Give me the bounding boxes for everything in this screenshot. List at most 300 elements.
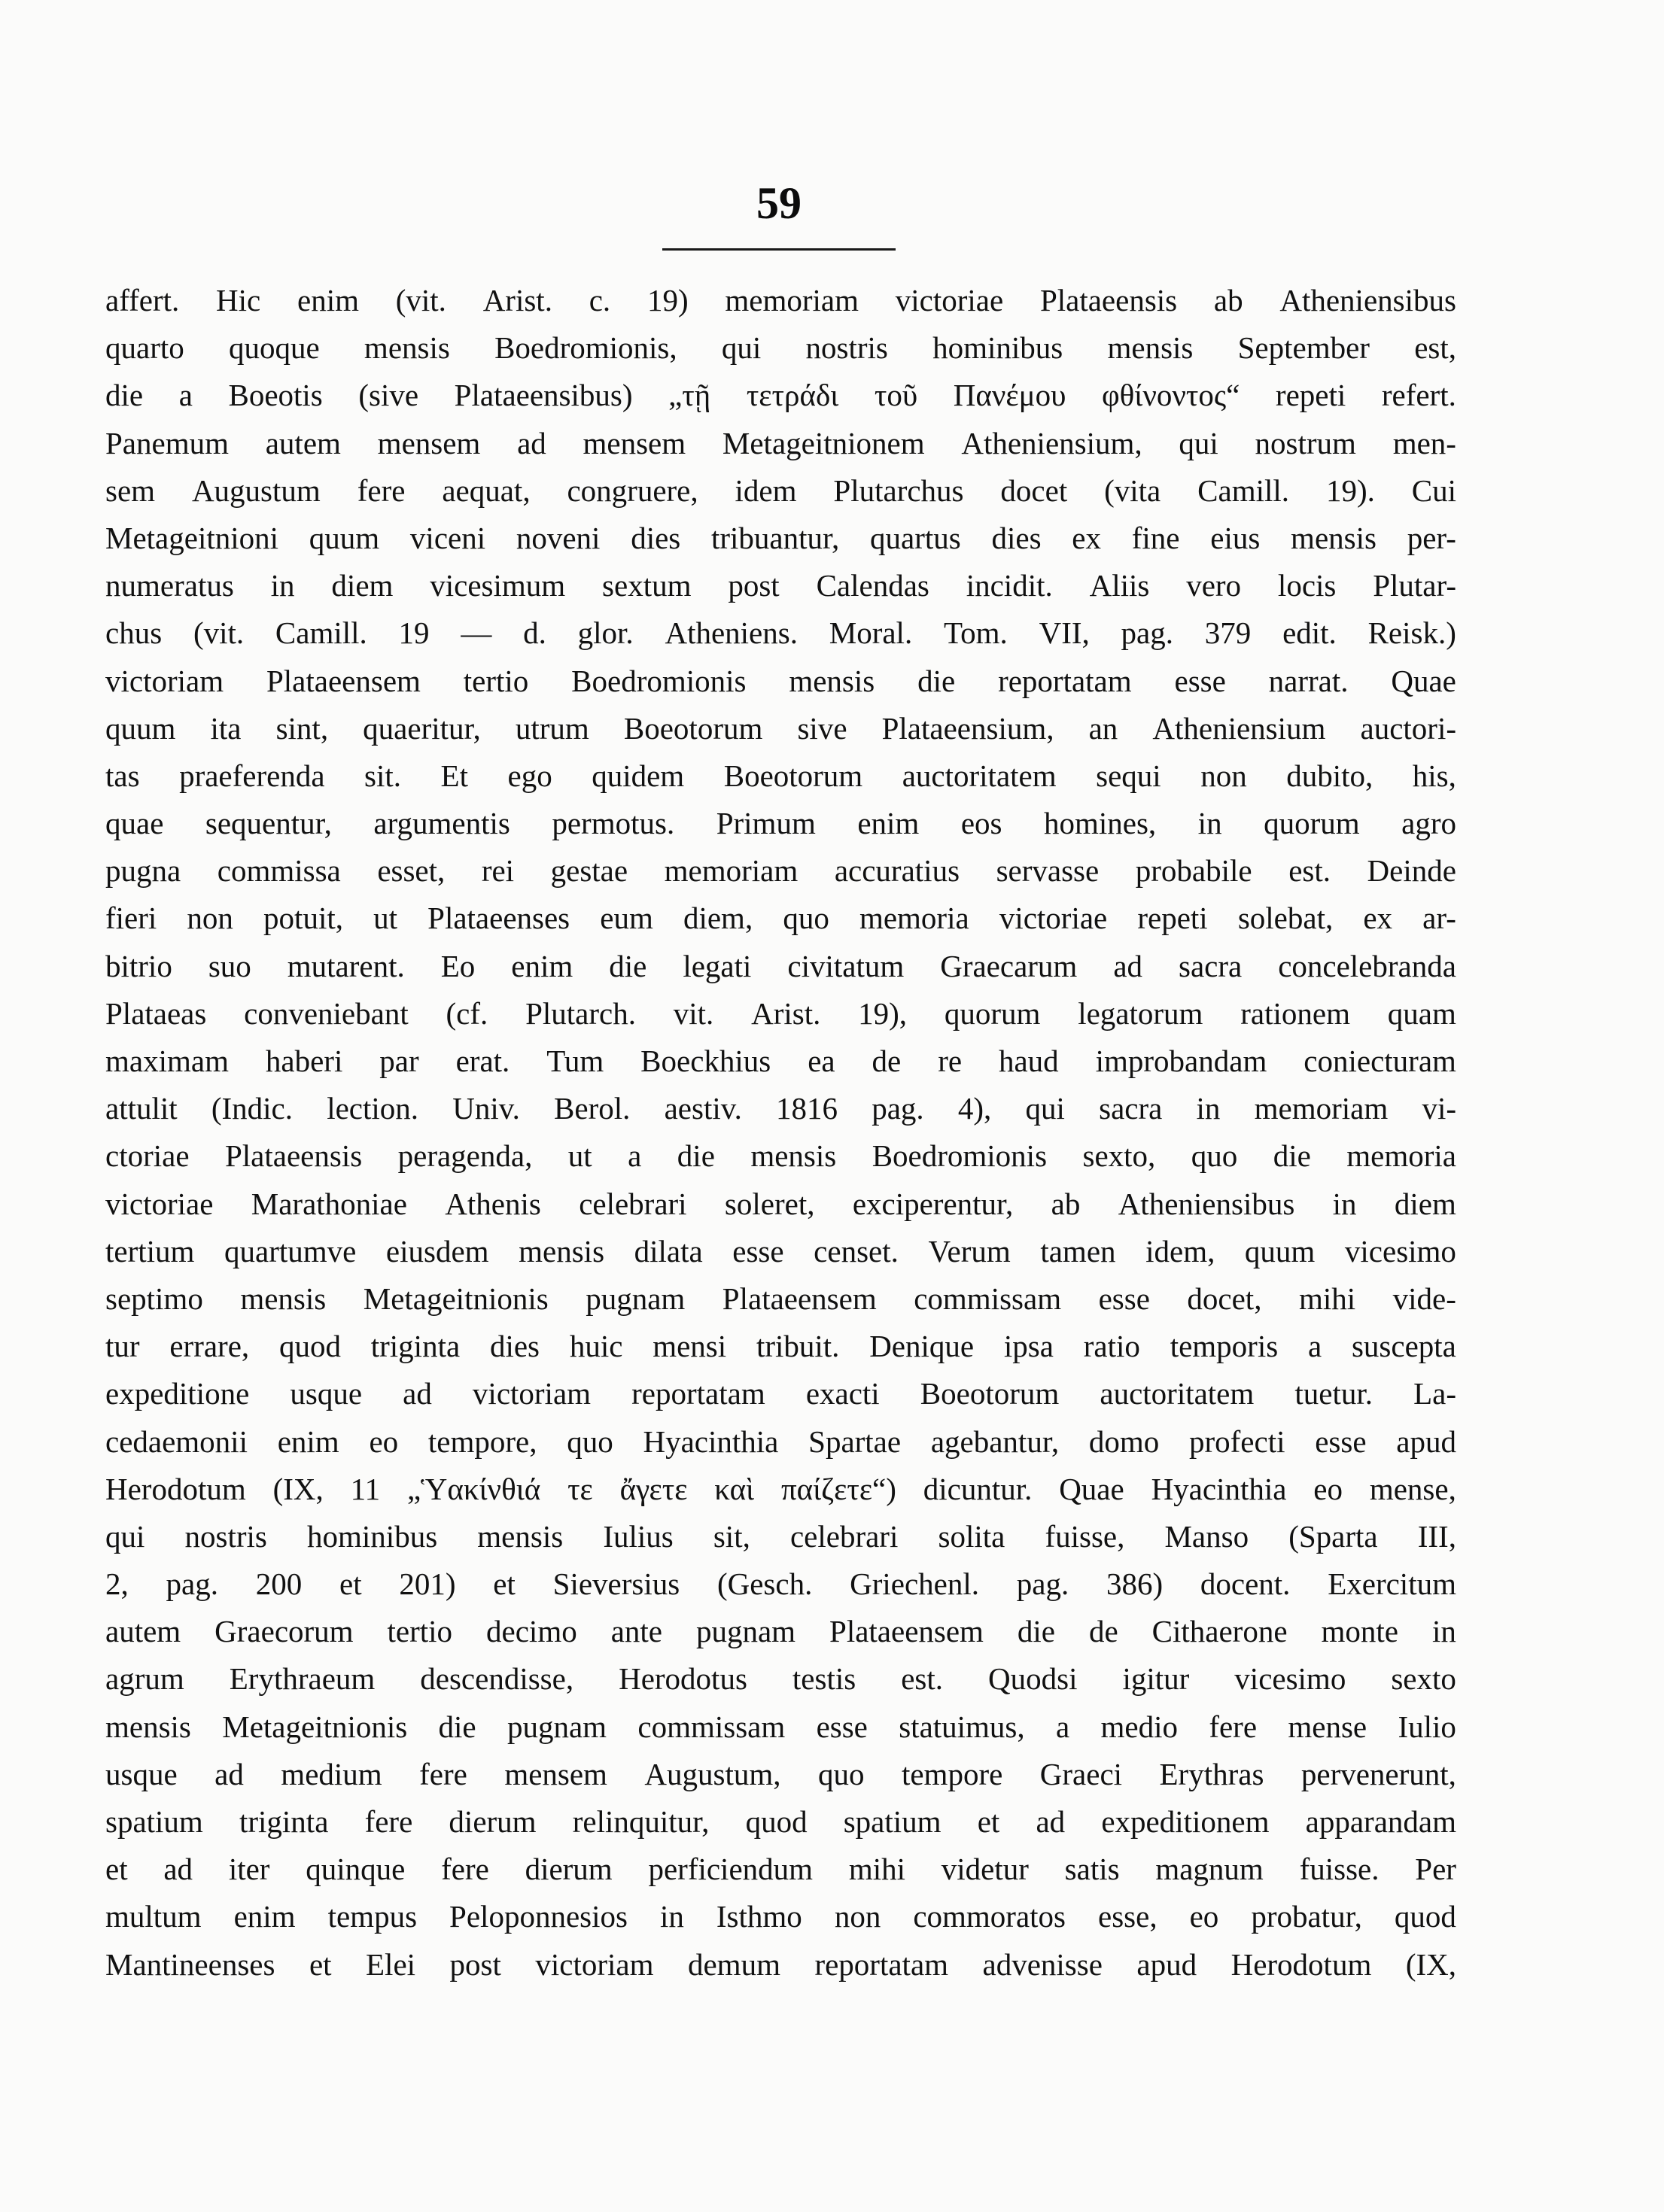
word: Graecorum <box>214 1614 354 1649</box>
word: dies <box>489 1329 540 1364</box>
word: dies <box>631 520 681 555</box>
word: Plataeensibus) <box>454 378 633 413</box>
word: sit, <box>713 1518 750 1554</box>
word: medio <box>1100 1709 1178 1744</box>
word: reportatam <box>631 1376 765 1411</box>
word: et <box>977 1804 1000 1839</box>
word: dicuntur. <box>923 1471 1033 1506</box>
word: solita <box>938 1518 1005 1554</box>
word: quod <box>745 1804 808 1839</box>
text-line <box>105 800 1456 847</box>
word: praeferenda <box>179 758 325 793</box>
text-line <box>105 562 1456 609</box>
word: memoria <box>1346 1138 1456 1174</box>
word: Tom. <box>943 615 1008 651</box>
word: rationem <box>1240 995 1350 1031</box>
word: Denique <box>869 1329 975 1364</box>
word: qui <box>1179 425 1218 460</box>
text-line <box>105 277 1456 324</box>
word: fere <box>441 1852 489 1887</box>
word: mensis <box>1291 520 1377 555</box>
word: exciperentur, <box>852 1186 1014 1221</box>
word: ex <box>1072 520 1101 555</box>
word: multum <box>105 1899 202 1934</box>
word: Boedromionis <box>571 663 747 698</box>
word: Plataeensem <box>722 1281 877 1316</box>
word: die <box>1017 1614 1055 1649</box>
word: repeti <box>1137 901 1208 936</box>
word: Per <box>1415 1852 1456 1887</box>
word: Eo <box>440 948 476 983</box>
word: Hyacinthia <box>643 1424 779 1459</box>
word: Panemum <box>105 425 229 460</box>
word: Plutarchus <box>833 472 964 508</box>
text-line <box>105 1703 1456 1751</box>
word: VII, <box>1039 615 1090 651</box>
word: dies <box>991 520 1042 555</box>
word: Graeci <box>1039 1756 1123 1791</box>
text-line <box>105 1370 1456 1417</box>
word: attulit <box>105 1091 178 1126</box>
word: enim <box>511 948 573 983</box>
word: Atheniens. <box>665 615 798 651</box>
word: qui <box>721 330 762 366</box>
word: triginta <box>239 1804 329 1839</box>
word: eo <box>369 1424 399 1459</box>
word: ratio <box>1083 1329 1140 1364</box>
word: enim <box>277 1424 339 1459</box>
word: quartumve <box>224 1233 357 1269</box>
word: esse <box>816 1709 868 1744</box>
text-line <box>105 895 1456 942</box>
word: in <box>1196 1091 1221 1126</box>
word: Cithaerone <box>1151 1614 1288 1649</box>
word: non <box>834 1899 881 1934</box>
word: apud <box>1396 1424 1456 1459</box>
word: accuratius <box>834 853 960 889</box>
word: (vit. <box>395 283 446 318</box>
word: huic <box>569 1329 623 1364</box>
word: memoriam <box>664 853 799 889</box>
word: par <box>379 1044 419 1078</box>
word: Plataeensem <box>266 663 421 698</box>
word: expeditionem <box>1101 1804 1270 1839</box>
word: quod <box>1394 1899 1456 1934</box>
word: esse, <box>1098 1899 1157 1934</box>
word: et <box>309 1946 332 1982</box>
word: Manso <box>1164 1518 1249 1554</box>
word: 201) <box>399 1566 456 1602</box>
word: mensis <box>240 1281 327 1316</box>
text-line <box>105 1798 1456 1846</box>
word: Elei <box>366 1946 416 1982</box>
word: Cui <box>1411 472 1456 508</box>
word: Calendas <box>816 568 929 603</box>
word: servasse <box>996 853 1100 889</box>
word: Isthmo <box>716 1899 802 1934</box>
word: quo <box>818 1756 865 1791</box>
word: mensis <box>1107 330 1194 366</box>
text-line <box>105 1608 1456 1655</box>
word: Griechenl. <box>850 1566 979 1602</box>
word: (Sparta <box>1288 1518 1378 1554</box>
word: est, <box>1414 330 1456 366</box>
word: esse <box>1098 1281 1150 1316</box>
word: τετράδι <box>746 378 839 413</box>
word: memoriam <box>1254 1091 1389 1126</box>
word: in <box>270 568 295 603</box>
word: commoratos <box>913 1899 1066 1934</box>
word: commissam <box>637 1709 786 1744</box>
word: quoque <box>228 330 320 366</box>
word: Camill. <box>275 615 367 651</box>
word: maximam <box>105 1044 229 1078</box>
word: idem <box>735 472 797 508</box>
word: edit. <box>1282 615 1337 651</box>
word: docet, <box>1187 1281 1262 1316</box>
word: aequat, <box>442 472 531 508</box>
word: Camill. <box>1197 472 1290 508</box>
word: ante <box>610 1614 662 1649</box>
word: die <box>677 1138 715 1174</box>
word: τοῦ <box>874 378 918 413</box>
word: probatur, <box>1251 1899 1362 1934</box>
word: spatium <box>843 1804 942 1839</box>
word: pugnam <box>507 1709 607 1744</box>
word: glor. <box>577 615 634 651</box>
word: sint, <box>275 710 329 746</box>
word: victoriae <box>895 283 1004 318</box>
word: advenisse <box>982 1946 1103 1982</box>
word: Metageitnionis <box>222 1709 408 1744</box>
word: coniecturam <box>1304 1044 1456 1078</box>
word: pugnam <box>695 1614 796 1649</box>
word: 4), <box>957 1091 992 1126</box>
word: agebantur, <box>930 1424 1060 1459</box>
word: a <box>628 1138 642 1174</box>
word: Quodsi <box>988 1661 1078 1697</box>
word: idem, <box>1145 1233 1215 1269</box>
word: Peloponnesios <box>449 1899 628 1934</box>
word: Atheniensium, <box>961 425 1142 460</box>
word: errare, <box>169 1329 250 1364</box>
word: die <box>609 948 647 983</box>
word: Berol. <box>554 1091 631 1126</box>
word: noveni <box>516 520 601 555</box>
word: reportatam <box>998 663 1132 698</box>
word: pag. <box>1016 1566 1069 1602</box>
text-line <box>105 1418 1456 1466</box>
word: peragenda, <box>397 1138 533 1174</box>
word: tas <box>105 758 140 793</box>
word: Plataeenses <box>427 901 570 936</box>
text-line <box>105 609 1456 657</box>
word: mensis <box>750 1138 837 1174</box>
word: 379 <box>1204 615 1252 651</box>
word: Iulius <box>603 1518 674 1554</box>
word: victoriae <box>999 901 1108 936</box>
word: suscepta <box>1351 1329 1456 1364</box>
word: vicesimo <box>1344 1233 1456 1269</box>
word: 1816 <box>776 1091 838 1126</box>
word: celebrari <box>789 1518 899 1554</box>
word: eius <box>1210 520 1261 555</box>
word: igitur <box>1122 1661 1190 1697</box>
word: victoriam <box>105 663 224 698</box>
word: Quae <box>1059 1471 1124 1506</box>
word: an <box>1088 710 1118 746</box>
word: mense <box>1288 1709 1367 1744</box>
word: qui <box>105 1518 145 1554</box>
text-line <box>105 1941 1456 1989</box>
word: concelebranda <box>1278 948 1456 983</box>
word: 11 <box>350 1471 381 1506</box>
word: quod <box>278 1329 341 1364</box>
word: erat. <box>455 1044 510 1078</box>
word: Reisk.) <box>1367 615 1456 651</box>
word: dierum <box>449 1804 537 1839</box>
word: et <box>339 1566 362 1602</box>
word: Marathoniae <box>251 1186 407 1221</box>
word: ea <box>808 1044 835 1078</box>
text-line <box>105 1466 1456 1513</box>
word: (cf. <box>446 995 488 1031</box>
word: est. <box>901 1661 943 1697</box>
word: non <box>187 901 233 936</box>
word: eo <box>1189 1899 1219 1934</box>
word: iter <box>228 1852 270 1887</box>
word: quum <box>1244 1233 1316 1269</box>
word: 19). <box>1325 472 1375 508</box>
word: fere <box>419 1756 467 1791</box>
word: post <box>449 1946 501 1982</box>
word: testis <box>792 1661 856 1697</box>
word: sive <box>797 710 847 746</box>
word: Graecarum <box>940 948 1078 983</box>
word: nostrum <box>1255 425 1356 460</box>
word: a <box>1307 1329 1322 1364</box>
word: medium <box>281 1756 382 1791</box>
word: quartus <box>870 520 961 555</box>
word: re <box>938 1044 963 1078</box>
word: September <box>1237 330 1370 366</box>
word: narrat. <box>1268 663 1349 698</box>
word: ad <box>163 1852 193 1887</box>
text-line <box>105 420 1456 467</box>
word: nostris <box>805 330 888 366</box>
word: mensem <box>377 425 481 460</box>
word: affert. <box>105 283 180 318</box>
word: legati <box>683 948 752 983</box>
word: 2, <box>105 1566 129 1602</box>
word: a <box>1055 1709 1070 1744</box>
word: Iulio <box>1398 1709 1456 1744</box>
word: hominibus <box>932 330 1063 366</box>
word: Boeotorum <box>920 1376 1060 1411</box>
word: hominibus <box>307 1518 438 1554</box>
word: numeratus <box>105 568 234 603</box>
word: monte <box>1321 1614 1398 1649</box>
word: mense, <box>1369 1471 1456 1506</box>
word: Atheniensibus <box>1118 1186 1295 1221</box>
word: diem <box>1394 1186 1456 1221</box>
word: improbandam <box>1095 1044 1267 1078</box>
word: vit. <box>673 995 714 1031</box>
word: fuisse, <box>1045 1518 1125 1554</box>
word: ἄγετε <box>619 1471 688 1506</box>
text-line <box>105 752 1456 800</box>
text-line <box>105 1560 1456 1608</box>
text-line <box>105 1513 1456 1560</box>
word: ad <box>517 425 546 460</box>
word: ab <box>1051 1186 1081 1221</box>
word: reportatam <box>814 1946 949 1982</box>
word: exacti <box>805 1376 880 1411</box>
word: Boeotis <box>228 378 323 413</box>
word: enim <box>297 283 359 318</box>
text-line <box>105 1180 1456 1228</box>
word: chus <box>105 615 163 651</box>
word: spatium <box>105 1804 203 1839</box>
text-line <box>105 943 1456 990</box>
word: pugna <box>105 853 181 889</box>
word: ad <box>1036 1804 1066 1839</box>
word: tempore <box>901 1756 1003 1791</box>
word: fine <box>1131 520 1180 555</box>
word: Boeotorum <box>623 710 763 746</box>
word: dilata <box>634 1233 703 1269</box>
word: docet <box>1000 472 1068 508</box>
word: d. <box>523 615 546 651</box>
word: Boeckhius <box>640 1044 771 1078</box>
word: Plataeensis <box>224 1138 363 1174</box>
word: enim <box>857 806 920 841</box>
word: autem <box>265 425 341 460</box>
word: Exercitum <box>1328 1566 1456 1602</box>
word: mensi <box>653 1329 727 1364</box>
word: auctoritatem <box>1100 1376 1255 1411</box>
word: La- <box>1413 1376 1456 1411</box>
word: Metageitnionis <box>363 1281 549 1316</box>
word: auctoritatem <box>902 758 1057 793</box>
word: tempus <box>327 1899 418 1934</box>
word: pag. <box>1121 615 1173 651</box>
word: autem <box>105 1614 181 1649</box>
word: celebrari <box>579 1186 687 1221</box>
word: Plataeensis <box>1039 283 1178 318</box>
word: tuetur. <box>1294 1376 1373 1411</box>
word: memoria <box>859 901 969 936</box>
word: satis <box>1064 1852 1120 1887</box>
word: (IX, <box>1405 1946 1456 1982</box>
word: argumentis <box>373 806 510 841</box>
word: victoriae <box>105 1186 214 1221</box>
text-line <box>105 1228 1456 1275</box>
word: ad <box>1113 948 1143 983</box>
text-line <box>105 990 1456 1038</box>
word: tertio <box>387 1614 453 1649</box>
word: mensem <box>583 425 686 460</box>
word: esse <box>1174 663 1226 698</box>
word: sequentur, <box>205 806 332 841</box>
header-rule <box>662 248 896 251</box>
word: die <box>438 1709 476 1744</box>
word: ex <box>1363 901 1393 936</box>
word: Augustum <box>191 472 321 508</box>
word: de <box>872 1044 902 1078</box>
word: quum <box>105 710 176 746</box>
word: utrum <box>515 710 589 746</box>
word: descendisse, <box>420 1661 574 1697</box>
word: in <box>1431 1614 1456 1649</box>
word: ctoriae <box>105 1138 190 1174</box>
word: legatorum <box>1078 995 1203 1031</box>
word: fieri <box>105 901 157 936</box>
word: demum <box>687 1946 780 1982</box>
word: fere <box>1209 1709 1258 1744</box>
word: auctori- <box>1360 710 1456 746</box>
word: permotus. <box>552 806 675 841</box>
word: esse <box>732 1233 784 1269</box>
word: tribuit. <box>756 1329 840 1364</box>
word: perficiendum <box>648 1852 814 1887</box>
word: potuit, <box>263 901 343 936</box>
word: sacra <box>1179 948 1243 983</box>
word: probabile <box>1135 853 1252 889</box>
page-number: 59 <box>756 178 802 228</box>
word: Metageitnionem <box>722 425 925 460</box>
word: Verum <box>928 1233 1011 1269</box>
word: fere <box>357 472 406 508</box>
word: Herodotum <box>1231 1946 1372 1982</box>
word: quam <box>1387 995 1456 1031</box>
word: Moral. <box>829 615 913 651</box>
word: memoriam <box>725 283 859 318</box>
word: docent. <box>1200 1566 1291 1602</box>
word: incidit. <box>966 568 1053 603</box>
word: magnum <box>1155 1852 1264 1887</box>
word: civitatum <box>787 948 905 983</box>
word: Tum <box>546 1044 604 1078</box>
word: dierum <box>525 1852 613 1887</box>
word: repeti <box>1275 378 1346 413</box>
text-line <box>105 1085 1456 1132</box>
word: vero <box>1186 568 1242 603</box>
word: non <box>1200 758 1247 793</box>
word: Plataeas <box>105 995 207 1031</box>
text-line <box>105 324 1456 372</box>
text-line <box>105 1323 1456 1370</box>
word: bitrio <box>105 948 172 983</box>
word: Metageitnioni <box>105 520 279 555</box>
word: Herodotum <box>105 1471 246 1506</box>
word: victoriam <box>535 1946 654 1982</box>
word: a <box>178 378 193 413</box>
word: ut <box>373 901 398 936</box>
word: Arist. <box>482 283 552 318</box>
word: locis <box>1277 568 1337 603</box>
word: sequi <box>1096 758 1161 793</box>
word: 19), <box>858 995 908 1031</box>
word: ab <box>1213 283 1243 318</box>
word: statuimus, <box>899 1709 1025 1744</box>
word: sexto <box>1391 1661 1456 1697</box>
word: victoriam <box>472 1376 592 1411</box>
word: Athenis <box>445 1186 541 1221</box>
word: mensis <box>519 1233 605 1269</box>
word: 200 <box>255 1566 303 1602</box>
word: fere <box>364 1804 413 1839</box>
